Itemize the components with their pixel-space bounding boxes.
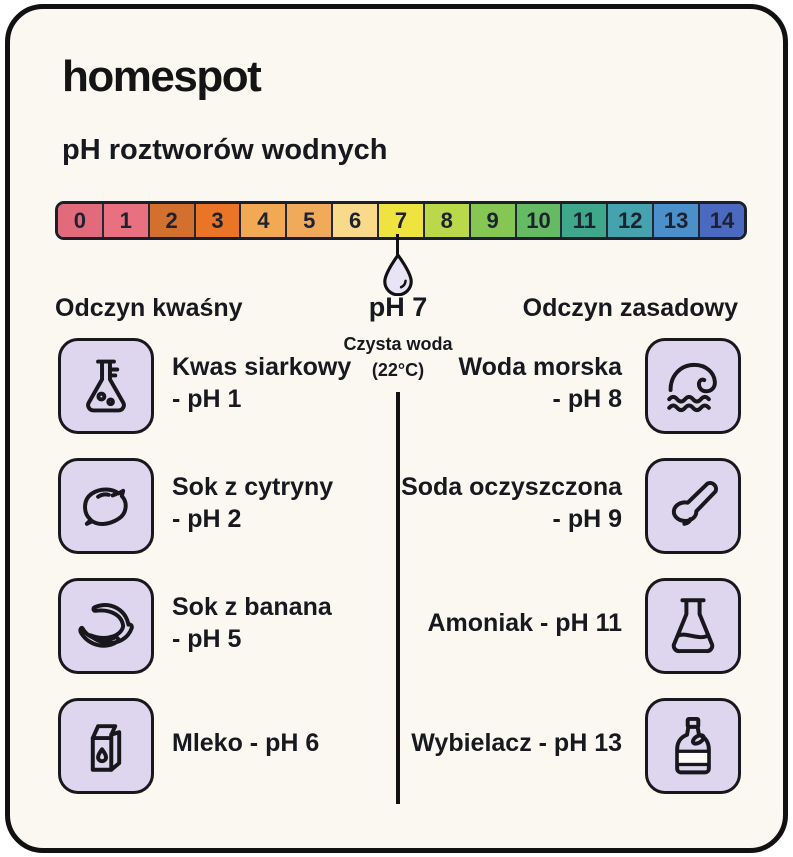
icon-tile [645, 338, 741, 434]
flask-bubbles-icon [73, 353, 139, 419]
item-ph: - pH 8 [552, 385, 622, 413]
item-label: Soda oczyszczona [401, 473, 622, 501]
ph-scale-cell-2 [148, 204, 194, 237]
temperature-label: (22°C) [371, 360, 425, 380]
ph-scale-label: 11 [572, 207, 597, 233]
item-label: Kwas siarkowy [172, 353, 352, 381]
icon-tile [58, 578, 154, 674]
ph-scale-label: 2 [165, 207, 178, 233]
ph-scale-cell-13 [652, 204, 698, 237]
ph-scale-cell-11 [560, 204, 606, 237]
lemon-icon [73, 473, 139, 539]
flask-icon [660, 593, 726, 659]
ph7-label: pH 7 [368, 292, 428, 322]
milk-carton-icon [73, 713, 139, 779]
ph-scale-cell-3 [194, 204, 240, 237]
ph-scale-cell-6 [331, 204, 377, 237]
ph-scale [55, 201, 747, 240]
item-label: Mleko - pH 6 [172, 729, 320, 757]
ph-scale-label: 4 [257, 207, 270, 233]
ph-scale-cell-8 [423, 204, 469, 237]
ph-scale-cell-7 [377, 204, 423, 237]
icon-tile [58, 458, 154, 554]
ph-scale-cell-10 [515, 204, 561, 237]
icon-tile [645, 458, 741, 554]
ph-scale-cell-9 [469, 204, 515, 237]
item-ph: - pH 9 [552, 505, 622, 533]
ph-scale-cell-5 [285, 204, 331, 237]
item-label: Wybielacz - pH 13 [411, 729, 622, 757]
icon-tile [58, 698, 154, 794]
acidic-heading: Odczyn kwaśny [55, 294, 243, 322]
ph-scale-cell-1 [102, 204, 148, 237]
item-label: Amoniak - pH 11 [427, 609, 622, 637]
banana-icon [73, 593, 139, 659]
ph-scale-label: 3 [211, 207, 224, 233]
ph-scale-label: 12 [618, 207, 643, 233]
spoon-icon [660, 473, 726, 539]
ph-scale-label: 6 [348, 207, 362, 233]
ph-scale-cell-14 [698, 204, 744, 237]
ph-scale-label: 8 [440, 207, 453, 233]
ph-scale-label: 10 [526, 207, 551, 233]
item-ph: - pH 2 [172, 505, 242, 533]
ph-scale-cell-12 [606, 204, 652, 237]
ph-scale-cell-0 [58, 204, 102, 237]
ph-scale-label: 5 [303, 207, 316, 233]
icon-tile [58, 338, 154, 434]
ph-scale-label: 9 [486, 207, 499, 233]
item-label: Sok z cytryny [172, 473, 334, 501]
item-label: Sok z banana [172, 593, 332, 621]
ph-scale-label: 13 [663, 207, 689, 233]
alkaline-heading: Odczyn zasadowy [522, 294, 738, 322]
icon-tile [645, 578, 741, 674]
bleach-bottle-icon [660, 713, 726, 779]
ph-scale-label: 14 [709, 207, 735, 233]
wave-icon [660, 353, 726, 419]
item-ph: - pH 1 [172, 385, 242, 413]
ph-scale-label: 0 [73, 207, 87, 233]
ph-scale-label: 7 [394, 207, 408, 233]
page-title: pH roztworów wodnych [62, 134, 388, 166]
item-label: Woda morska [458, 353, 622, 381]
ph-scale-label: 1 [119, 207, 132, 233]
brand-logo: homespot [62, 52, 261, 101]
item-ph: - pH 5 [172, 625, 242, 653]
pure-water-label: Czysta woda [343, 334, 453, 354]
ph-scale-cell-4 [239, 204, 285, 237]
icon-tile [645, 698, 741, 794]
